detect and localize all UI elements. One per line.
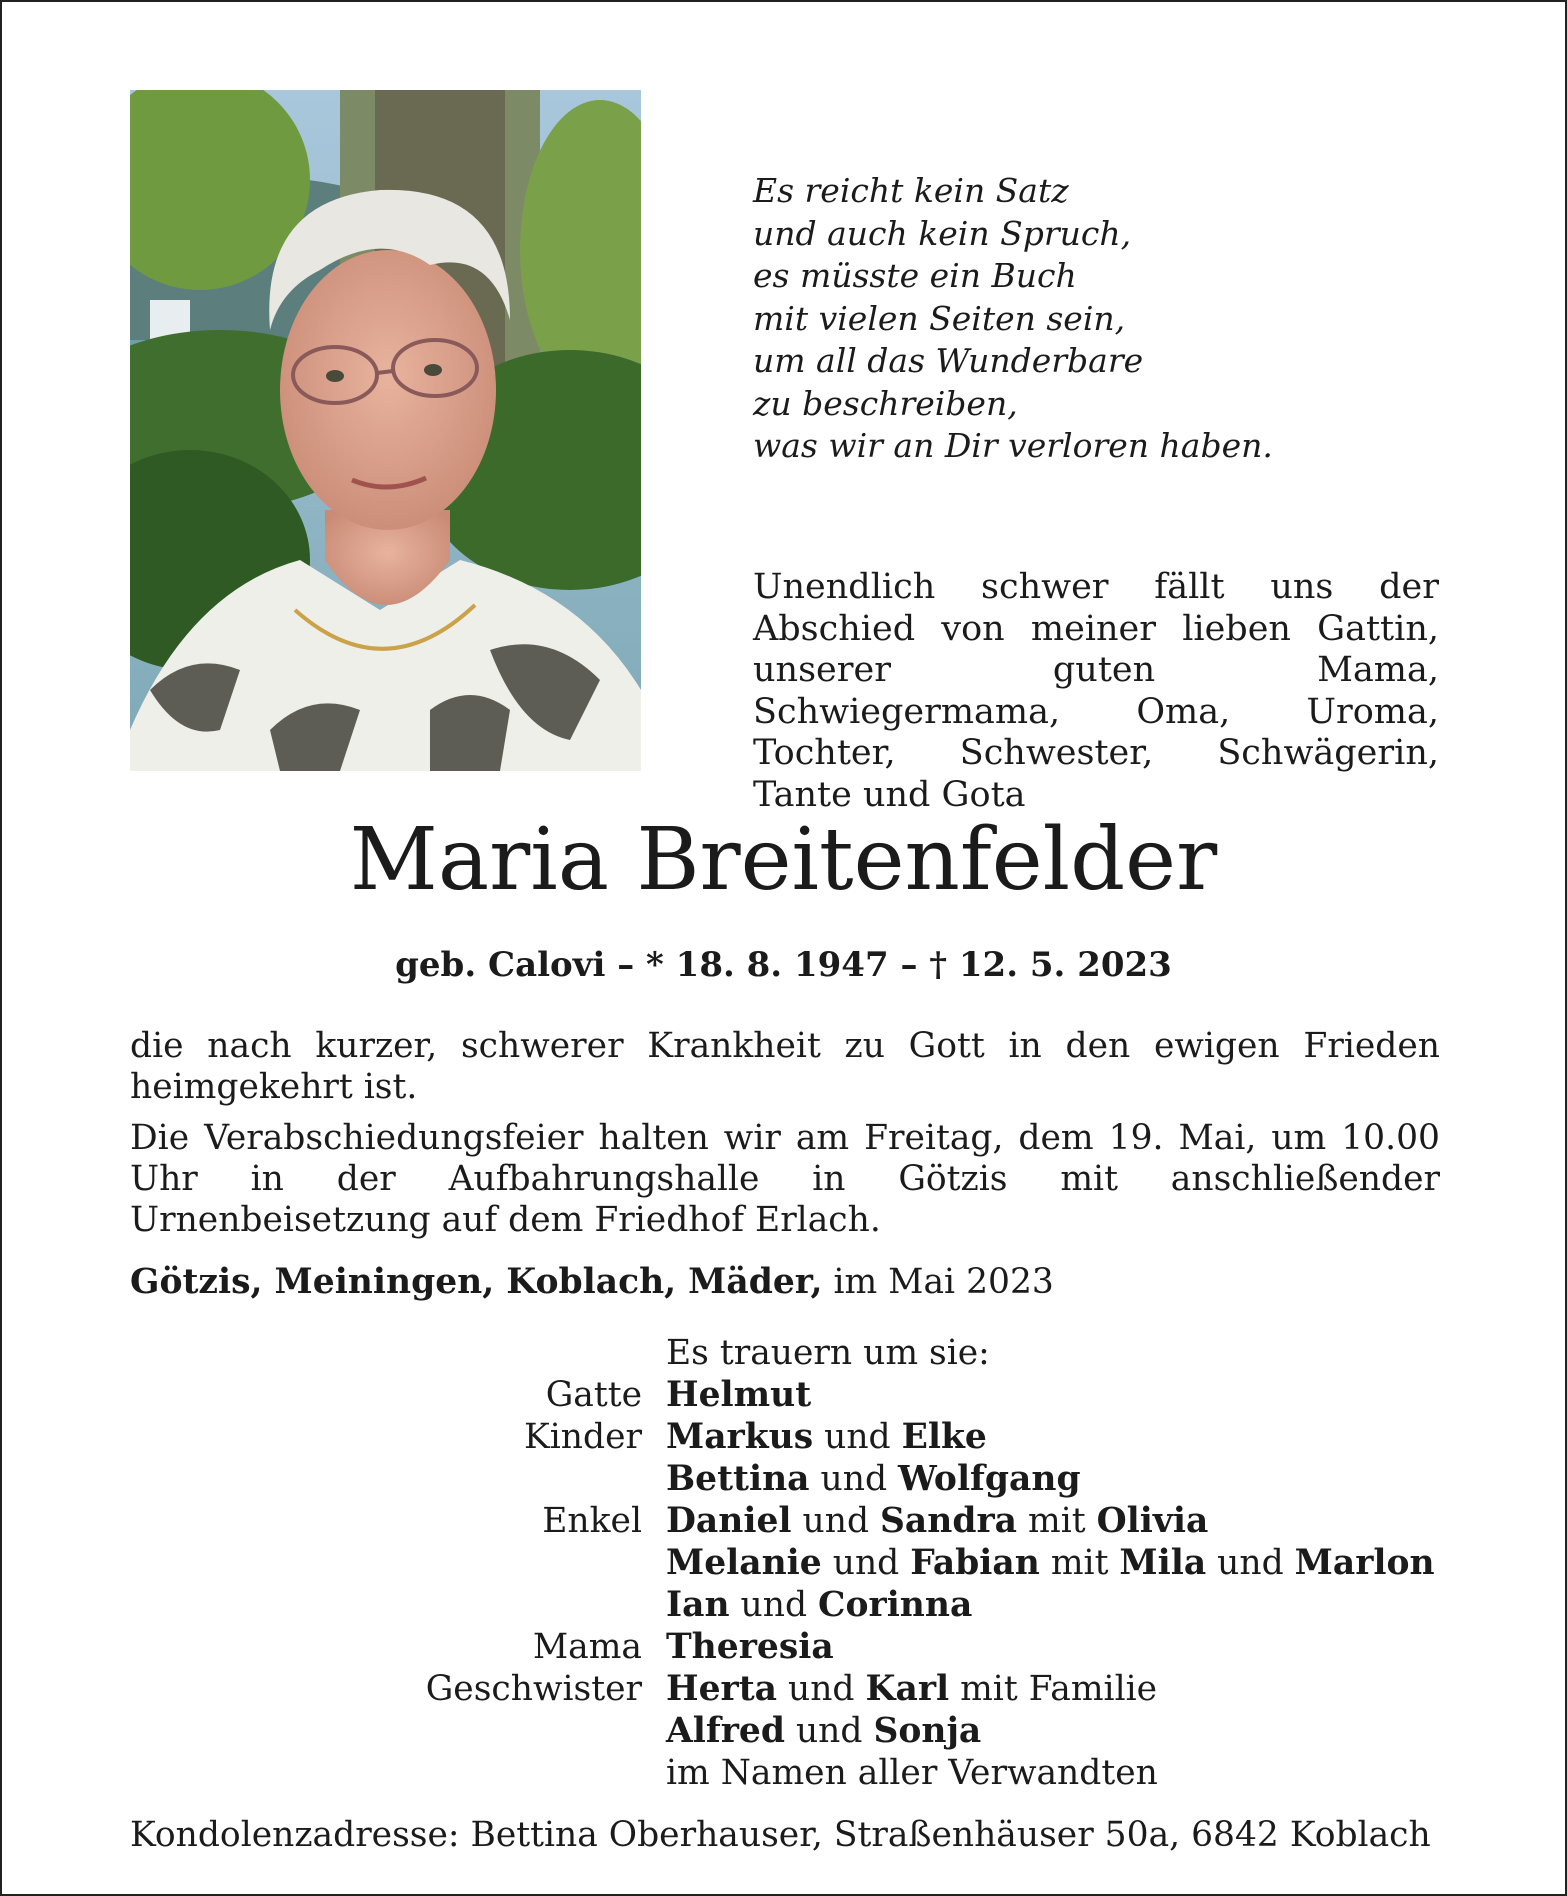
mourner-names	[666, 1668, 1157, 1710]
mourners-heading: Es trauern um sie:	[666, 1333, 990, 1373]
poem-line: Es reicht kein Satz	[753, 171, 1069, 210]
mourner-row	[130, 1500, 1440, 1542]
mourner-name: Elke	[901, 1417, 987, 1457]
connector: mit Familie	[960, 1669, 1158, 1709]
poem-line: zu beschreiben,	[753, 383, 1018, 423]
connector: und	[832, 1543, 900, 1583]
mourner-row	[130, 1668, 1440, 1710]
closing-line: im Namen aller Verwandten	[666, 1753, 1158, 1793]
mourner-name: Olivia	[1096, 1501, 1209, 1541]
mourner-row	[130, 1416, 1440, 1458]
mourner-names	[666, 1500, 1208, 1542]
mourner-names	[666, 1416, 987, 1458]
mourners-heading-row	[130, 1332, 1440, 1374]
passing-paragraph: die nach kurzer, schwerer Krankheit zu Gott in den ewigen Frieden heimgekehrt ist.	[130, 1026, 1440, 1107]
mourner-name: Alfred	[666, 1711, 785, 1751]
connector: und	[824, 1417, 891, 1457]
relation-label: Mama	[532, 1627, 642, 1667]
mourner-row	[130, 1710, 1440, 1752]
mourner-name: Karl	[865, 1669, 950, 1709]
mourner-name: Sandra	[880, 1501, 1018, 1541]
mourner-row	[130, 1542, 1440, 1584]
connector: und	[740, 1585, 808, 1625]
mourner-name: Helmut	[666, 1375, 812, 1415]
ceremony-paragraph: Die Verabschiedungsfeier halten wir am Freitag, dem 19. Mai, um 10.00 Uhr in der Aufbahrungshalle in Götzis mit anschließender Urnenbeisetzung auf dem Friedhof Erlach.	[130, 1118, 1440, 1240]
connector: mit	[1027, 1501, 1086, 1541]
mourner-names	[666, 1458, 1081, 1500]
mourner-name: Herta	[666, 1669, 778, 1709]
portrait-photo	[130, 90, 641, 771]
poem-line: um all das Wunderbare	[753, 341, 1144, 380]
mourner-name: Markus	[666, 1417, 814, 1457]
mourner-name: Marlon	[1294, 1543, 1435, 1583]
relation-label: Geschwister	[425, 1669, 642, 1709]
farewell-intro-text: Unendlich schwer fällt uns der Abschied von meiner lieben Gattin, unserer guten Mama, Schwiegermama, Oma, Uroma, Tochter, Schwester, Schwägerin, Tante und Gota	[753, 567, 1439, 815]
mourner-name: Sonja	[873, 1711, 982, 1751]
mourner-row	[130, 1752, 1440, 1794]
mourner-name: Mila	[1119, 1543, 1207, 1583]
mourner-name: Melanie	[666, 1543, 822, 1583]
connector: und	[1217, 1543, 1284, 1583]
mourner-row	[130, 1626, 1440, 1668]
mourner-name: Bettina	[666, 1459, 810, 1499]
mourner-name: Fabian	[910, 1543, 1040, 1583]
connector: und	[820, 1459, 888, 1499]
mourner-name: Wolfgang	[898, 1459, 1081, 1499]
poem-line: es müsste ein Buch	[753, 256, 1077, 295]
memorial-poem	[753, 170, 1273, 468]
relation-label: Gatte	[545, 1375, 642, 1415]
condolence-address: Kondolenzadresse: Bettina Oberhauser, Straßenhäuser 50a, 6842 Koblach	[130, 1815, 1431, 1855]
connector: mit	[1050, 1543, 1109, 1583]
mourner-names	[666, 1710, 981, 1752]
mourner-name: Theresia	[666, 1627, 834, 1667]
deceased-name: Maria Breitenfelder	[349, 810, 1218, 910]
poem-line: und auch kein Spruch,	[753, 213, 1132, 253]
connector: und	[787, 1669, 855, 1709]
mourner-row	[130, 1584, 1440, 1626]
place-date: im Mai 2023	[833, 1262, 1054, 1302]
mourner-names	[666, 1584, 972, 1626]
connector: und	[802, 1501, 870, 1541]
relation-label: Kinder	[523, 1417, 642, 1457]
mourner-row	[130, 1374, 1440, 1416]
mourner-row	[130, 1458, 1440, 1500]
connector: und	[795, 1711, 863, 1751]
birth-death-dates: geb. Calovi – * 18. 8. 1947 – † 12. 5. 2023	[395, 945, 1172, 985]
mourner-name: Ian	[666, 1585, 730, 1625]
place-date-line	[130, 1262, 1054, 1302]
poem-line: was wir an Dir verloren haben.	[753, 426, 1273, 465]
relation-label: Enkel	[542, 1501, 642, 1541]
mourner-name: Daniel	[666, 1501, 792, 1541]
mourners-list	[130, 1332, 1440, 1794]
poem-line: mit vielen Seiten sein,	[753, 298, 1126, 338]
place-towns: Götzis, Meiningen, Koblach, Mäder,	[130, 1262, 823, 1302]
mourner-name: Corinna	[818, 1585, 973, 1625]
mourner-names	[666, 1542, 1435, 1584]
